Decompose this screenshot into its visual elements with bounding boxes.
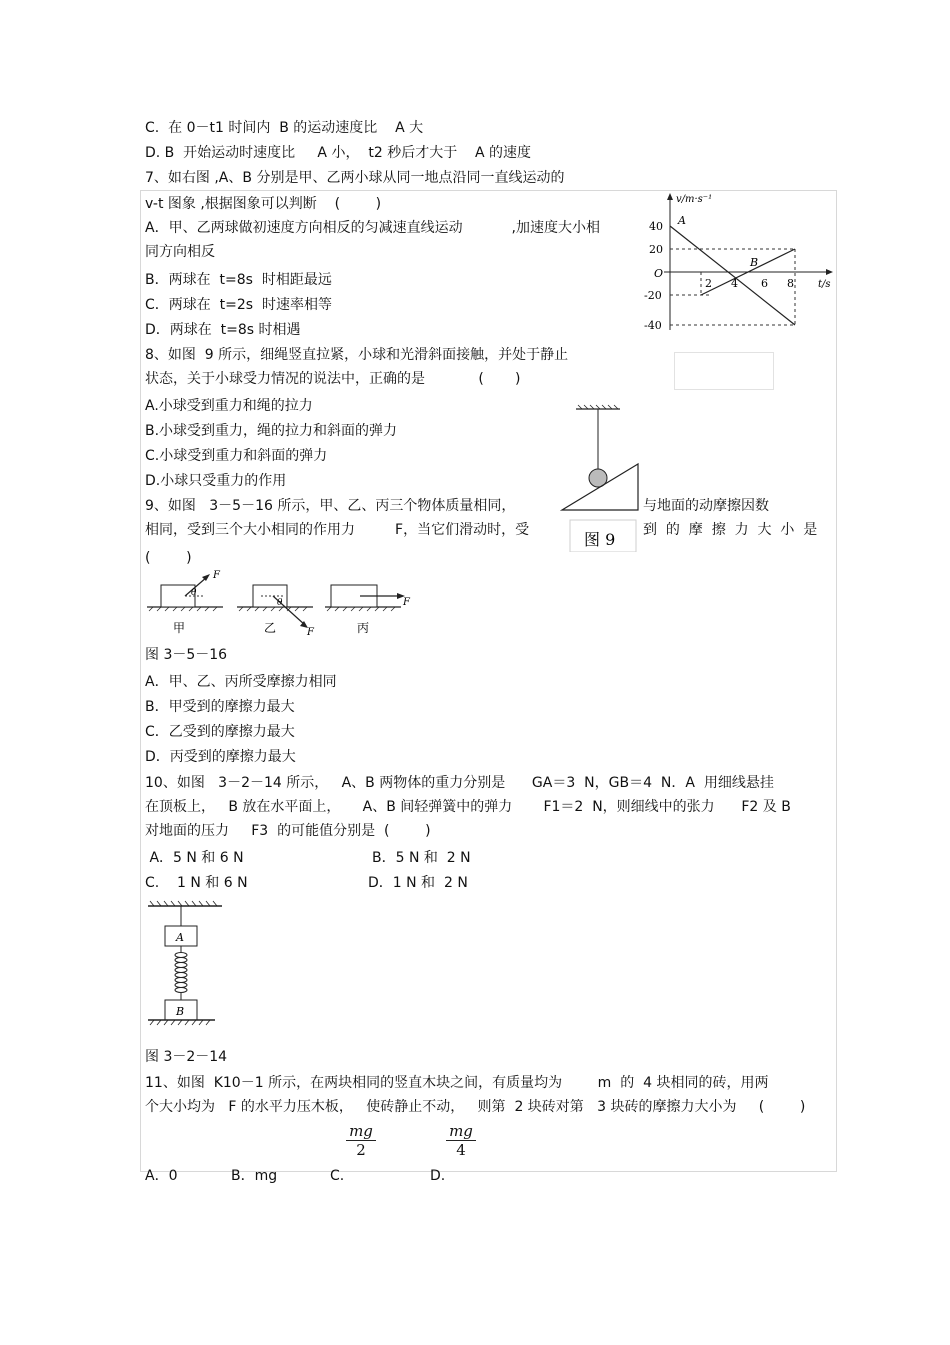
q8-stem-line2: 状态，关于小球受力情况的说法中，正确的是 ( ) xyxy=(145,371,521,387)
jia-force-label: F xyxy=(213,570,220,581)
q9-stem-line1b: 与地面的动摩擦因数 xyxy=(643,498,769,514)
fraction-c-numerator: mg xyxy=(346,1122,376,1141)
x-axis-label: t/s xyxy=(818,279,831,290)
q8-option-b: B.小球受到重力，绳的拉力和斜面的弹力 xyxy=(145,423,398,439)
bing-label: 丙 xyxy=(357,621,370,635)
line-b-label: B xyxy=(750,256,759,269)
q11-stem-line2: 个大小均为 F 的水平力压木板， 使砖静止不动， 则第 2 块砖对第 3 块砖的摩擦力大小为 ( ) xyxy=(145,1099,806,1115)
q10-option-b: B．5 N 和 2 N xyxy=(372,850,471,866)
q7-stem-line1: 7、如右图 ,A、B 分别是甲、乙两小球从同一地点沿同一直线运动的 xyxy=(145,170,565,186)
q11-option-d: D. xyxy=(430,1168,446,1184)
q9-option-a: A．甲、乙、丙所受摩擦力相同 xyxy=(145,674,337,690)
q7-option-a-line1: A．甲、乙两球做初速度方向相反的匀减速直线运动 ,加速度大小相 xyxy=(145,220,600,236)
q8-option-d: D.小球只受重力的作用 xyxy=(145,473,287,489)
jia-label: 甲 xyxy=(173,621,186,635)
q9-option-b: B．甲受到的摩擦力最大 xyxy=(145,699,295,715)
q9-stem-line2b: 到 的 摩 擦 力 大 小 是 xyxy=(643,522,818,538)
q7-stem-line2: v-t 图象 ,根据图象可以判断 ( ) xyxy=(145,196,382,212)
y-tick-40: 40 xyxy=(649,220,663,233)
q10-figure-caption: 图 3－2－14 xyxy=(145,1049,228,1065)
q7-option-a-line2: 同方向相反 xyxy=(145,244,215,260)
yi-label: 乙 xyxy=(264,621,277,635)
y-tick-20: 20 xyxy=(649,243,663,256)
image-placeholder-box xyxy=(674,352,774,390)
x-tick-8: 8 xyxy=(787,277,794,290)
y-axis-label: v/m·s⁻¹ xyxy=(676,194,713,205)
yi-angle-label: θ xyxy=(277,598,283,608)
q6-option-d: D. B 开始运动时速度比 A 小， t2 秒后才大于 A 的速度 xyxy=(145,145,532,161)
figure-9 xyxy=(560,402,646,552)
figure-3-5-16 xyxy=(145,565,415,640)
q10-option-a: A．5 N 和 6 N xyxy=(145,850,244,866)
y-tick-neg40: -40 xyxy=(644,319,662,332)
origin-label: O xyxy=(654,267,664,280)
q10-stem-line1: 10、如图 3－2－14 所示， A、B 两物体的重力分别是 GA＝3 N，GB＝4 N．A 用细线悬挂 xyxy=(145,775,774,791)
q7-option-d: D．两球在 t=8s 时相遇 xyxy=(145,322,301,338)
block-b-label: B xyxy=(176,1005,185,1018)
fraction-c-denominator: 2 xyxy=(356,1141,366,1159)
q9-option-c: C．乙受到的摩擦力最大 xyxy=(145,724,295,740)
fraction-d-denominator: 4 xyxy=(456,1141,466,1159)
block-a-label: A xyxy=(176,931,184,944)
q9-figure-caption: 图 3－5－16 xyxy=(145,647,228,663)
line-a-label: A xyxy=(678,214,686,227)
q11-option-c: C. xyxy=(330,1168,345,1184)
q11-option-a: A．0 xyxy=(145,1168,178,1184)
q7-option-c: C．两球在 t=2s 时速率相等 xyxy=(145,297,332,313)
q9-stem-line3: ( ) xyxy=(145,550,192,566)
figure-3-2-14 xyxy=(145,898,225,1028)
q9-stem-line1a: 9、如图 3－5－16 所示，甲、乙、丙三个物体质量相同， xyxy=(145,498,516,514)
q8-option-c: C.小球受到重力和斜面的弹力 xyxy=(145,448,328,464)
q9-option-d: D．丙受到的摩擦力最大 xyxy=(145,749,296,765)
x-tick-4: 4 xyxy=(731,277,738,290)
q10-stem-line2: 在顶板上， B 放在水平面上， A、B 间轻弹簧中的弹力 F1＝2 N，则细线中的张力 F2 及 B xyxy=(145,799,791,815)
q8-stem-line1: 8、如图 9 所示，细绳竖直拉紧，小球和光滑斜面接触，并处于静止 xyxy=(145,347,569,363)
q8-option-a: A.小球受到重力和绳的拉力 xyxy=(145,398,313,414)
q7-option-b: B．两球在 t=8s 时相距最远 xyxy=(145,272,332,288)
vt-graph xyxy=(640,190,840,340)
figure-9-caption: 图 9 xyxy=(584,530,616,549)
q9-stem-line2a: 相同，受到三个大小相同的作用力 F，当它们滑动时，受 xyxy=(145,522,530,538)
bing-force-label: F xyxy=(403,597,410,608)
q10-stem-line3: 对地面的压力 F3 的可能值分别是 ( ) xyxy=(145,823,431,839)
q10-option-c: C. 1 N 和 6 N xyxy=(145,875,248,891)
fraction-mg-over-2 xyxy=(346,1122,376,1159)
fraction-mg-over-4 xyxy=(446,1122,476,1159)
fraction-d-numerator: mg xyxy=(446,1122,476,1141)
x-tick-2: 2 xyxy=(705,277,712,290)
q6-option-c: C. 在 0－t1 时间内 B 的运动速度比 A 大 xyxy=(145,120,424,136)
q11-option-b: B．mg xyxy=(231,1168,278,1184)
jia-angle-label: θ xyxy=(191,588,197,598)
q11-stem-line1: 11、如图 K10－1 所示，在两块相同的竖直木块之间，有质量均为 m 的 4 块相同的砖，用两 xyxy=(145,1075,769,1091)
x-tick-6: 6 xyxy=(761,277,768,290)
q10-option-d: D．1 N 和 2 N xyxy=(368,875,468,891)
yi-force-label: F xyxy=(307,627,314,638)
y-tick-neg20: -20 xyxy=(644,289,662,302)
